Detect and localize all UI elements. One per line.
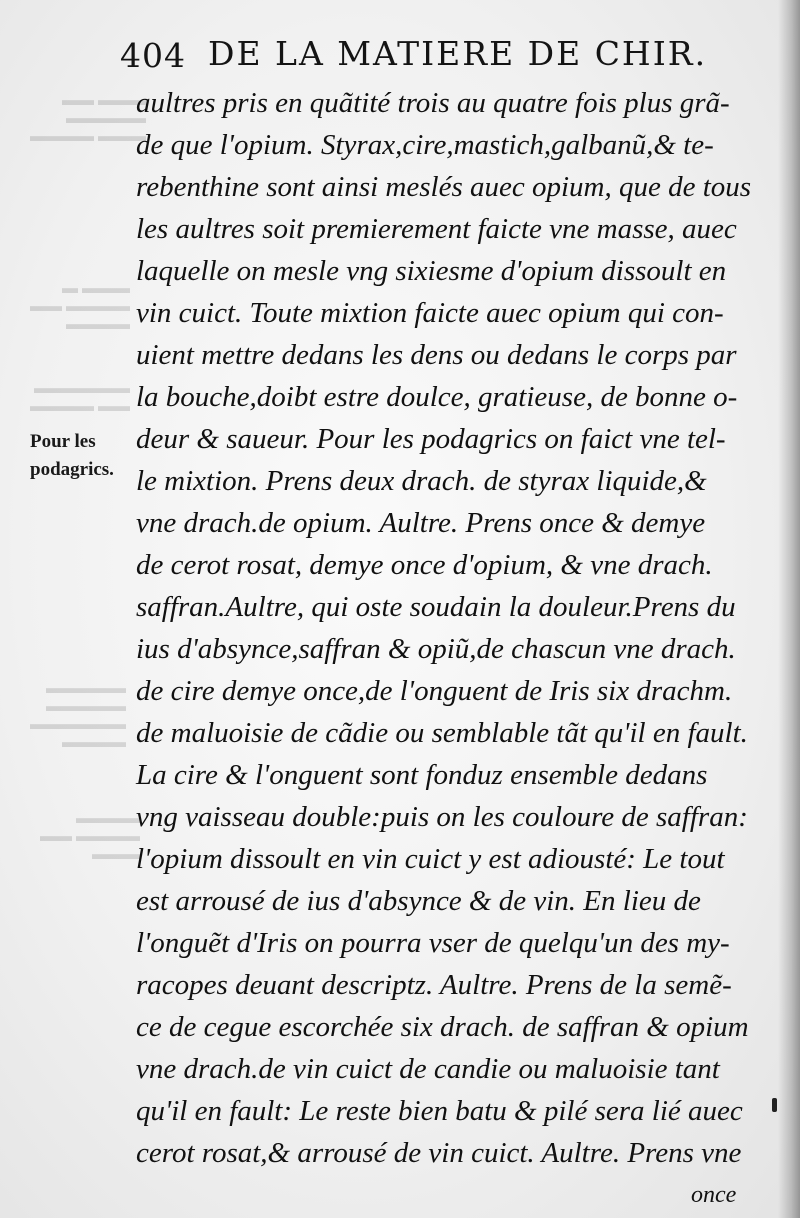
text-line: ce de cegue escorchée six drach. de saffran & opium — [136, 1011, 749, 1043]
text-line: vng vaisseau double:puis on les couloure de saffran: — [136, 801, 748, 833]
text-line: vne drach.de vin cuict de candie ou maluoisie tant — [136, 1053, 720, 1085]
show-through-ghost: ▬▬▬▬ ▬▬▬▬ ▬▬ ▬▬▬ — [40, 810, 140, 863]
text-line: La cire & l'onguent sont fonduz ensemble dedans — [136, 759, 708, 791]
text-line: de cire demye once,de l'onguent de Iris six drachm. — [136, 675, 733, 707]
text-line: le mixtion. Prens deux drach. de styrax liquide,& — [136, 465, 707, 497]
text-line: la bouche,doibt estre doulce, gratieuse, de bonne o- — [136, 381, 738, 413]
marginal-note-line: podagrics. — [30, 459, 114, 480]
text-line: les aultres soit premierement faicte vne masse, auec — [136, 213, 737, 245]
text-line: deur & saueur. Pour les podagrics on faict vne tel- — [136, 423, 726, 455]
text-line: saffran.Aultre, qui oste soudain la douleur.Prens du — [136, 591, 736, 623]
text-line: de que l'opium. Styrax,cire,mastich,galbanũ,& te- — [136, 129, 714, 161]
show-through-ghost: ▬▬▬▬▬▬ ▬▬ ▬▬▬▬ — [30, 380, 130, 415]
text-line: vne drach.de opium. Aultre. Prens once & demye — [136, 507, 706, 539]
text-line: racopes deuant descriptz. Aultre. Prens de la semẽ- — [136, 969, 732, 1001]
show-through-ghost: ▬▬▬ ▬ ▬▬▬▬ ▬▬ ▬▬▬▬ — [30, 280, 130, 333]
page-number: 404 — [120, 36, 186, 75]
text-line: qu'il en fault: Le reste bien batu & pilé sera lié auec — [136, 1095, 743, 1127]
text-line: vin cuict. Toute mixtion faicte auec opium qui con- — [136, 297, 724, 329]
text-line: aultres pris en quãtité trois au quatre fois plus grã- — [136, 87, 730, 119]
page-header — [120, 28, 730, 78]
marginal-note-line: Pour les — [30, 431, 96, 452]
text-line: de maluoisie de cãdie ou semblable tãt qu'il en fault. — [136, 717, 748, 749]
catchword: once — [691, 1182, 737, 1208]
show-through-ghost: ▬▬▬▬▬ ▬▬▬▬▬ ▬▬▬▬▬▬ ▬▬▬▬ — [30, 680, 126, 751]
text-line: ius d'absynce,saffran & opiũ,de chascun vne drach. — [136, 633, 736, 665]
text-line: rebenthine sont ainsi meslés auec opium, que de tous — [136, 171, 752, 203]
page-gutter-shadow — [778, 0, 800, 1218]
ink-speck — [772, 1098, 777, 1112]
text-line: l'opium dissoult en vin cuict y est adiousté: Le tout — [136, 843, 725, 875]
body-text — [136, 82, 752, 1216]
running-head: DE LA MATIERE DE CHIR. — [208, 34, 708, 73]
show-through-ghost: ▬▬▬ ▬▬ ▬▬▬▬▬ ▬▬▬ ▬▬▬▬ — [30, 92, 146, 145]
text-line: cerot rosat,& arrousé de vin cuict. Aultre. Prens vne — [136, 1137, 742, 1169]
text-line: l'onguẽt d'Iris on pourra vser de quelqu'un des my- — [136, 927, 730, 959]
text-line: de cerot rosat, demye once d'opium, & vne drach. — [136, 549, 713, 581]
marginal-note — [30, 428, 114, 484]
text-line: uient mettre dedans les dens ou dedans le corps par — [136, 339, 737, 371]
text-line: est arrousé de ius d'absynce & de vin. En lieu de — [136, 885, 701, 917]
text-line: laquelle on mesle vng sixiesme d'opium dissoult en — [136, 255, 727, 287]
